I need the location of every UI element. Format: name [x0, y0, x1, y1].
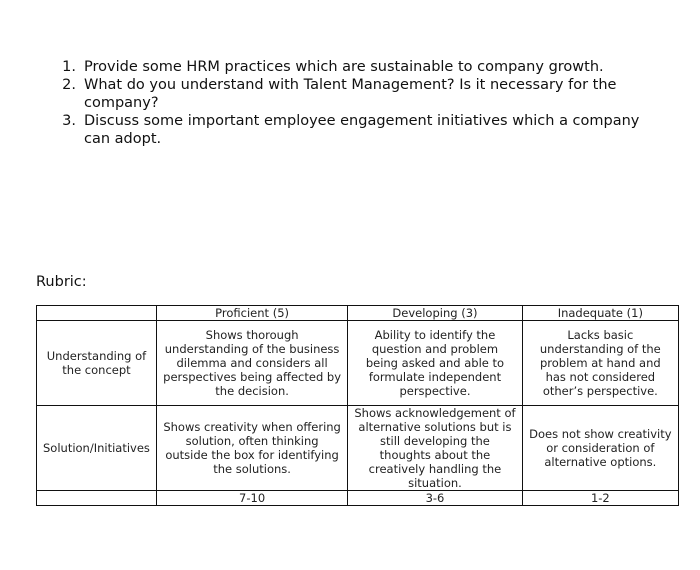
question-text: Provide some HRM practices which are sustainable to company growth. — [84, 59, 604, 75]
rubric-table — [36, 305, 679, 506]
question-number: 1. — [62, 59, 76, 75]
header-cell-inadequate: Inadequate (1) — [522, 306, 678, 321]
question-item — [56, 76, 656, 112]
inadequate-cell: Lacks basic understanding of the problem at hand and has not considered other’s perspective. — [522, 321, 678, 406]
inadequate-cell: Does not show creativity or consideration of alternative options. — [522, 406, 678, 491]
developing-cell: Shows acknowledgement of alternative solutions but is still developing the thoughts about the creatively handling the situation. — [348, 406, 522, 491]
question-number: 2. — [62, 77, 76, 93]
question-list — [56, 58, 656, 148]
header-cell-proficient: Proficient (5) — [156, 306, 347, 321]
header-cell-empty — [37, 306, 157, 321]
question-item — [56, 58, 656, 76]
score-row — [37, 491, 679, 506]
question-text: Discuss some important employee engagement initiatives which a company can adopt. — [84, 113, 640, 147]
header-cell-developing: Developing (3) — [348, 306, 522, 321]
question-item — [56, 112, 656, 148]
rubric-heading: Rubric: — [36, 274, 87, 290]
proficient-cell: Shows creativity when offering solution, often thinking outside the box for identifying the solutions. — [156, 406, 347, 491]
criterion-cell: Solution/Initiatives — [37, 406, 157, 491]
question-number: 3. — [62, 113, 76, 129]
question-text: What do you understand with Talent Management? Is it necessary for the company? — [84, 77, 617, 111]
score-cell-empty — [37, 491, 157, 506]
score-cell-developing: 3-6 — [348, 491, 522, 506]
table-row — [37, 321, 679, 406]
score-cell-inadequate: 1-2 — [522, 491, 678, 506]
table-header-row — [37, 306, 679, 321]
developing-cell: Ability to identify the question and problem being asked and able to formulate independent perspective. — [348, 321, 522, 406]
criterion-cell: Understanding of the concept — [37, 321, 157, 406]
proficient-cell: Shows thorough understanding of the business dilemma and considers all perspectives being affected by the decision. — [156, 321, 347, 406]
score-cell-proficient: 7-10 — [156, 491, 347, 506]
table-row — [37, 406, 679, 491]
